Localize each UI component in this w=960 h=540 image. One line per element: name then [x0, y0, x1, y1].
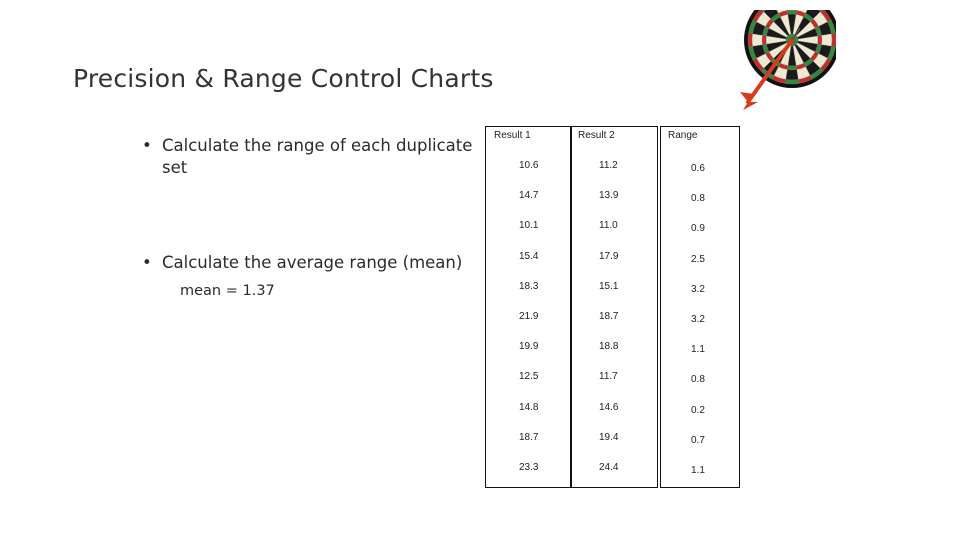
table-cell-result-1: 10.6 — [519, 160, 539, 171]
table-cell-range: 1.1 — [691, 344, 705, 356]
table-cell-result-1: 10.1 — [519, 220, 539, 232]
table-cell-range: 1.1 — [691, 465, 705, 476]
table-cell-result-1: 23.3 — [519, 462, 539, 473]
header-result-1: Result 1 — [494, 130, 531, 141]
table-cell-result-1: 18.7 — [519, 431, 539, 443]
table-cell-result-1: 19.9 — [519, 341, 539, 353]
bullet-item — [142, 252, 482, 274]
table-cell-result-2: 17.9 — [599, 250, 619, 262]
table-cell-result-1: 21.9 — [519, 311, 539, 322]
table-cell-result-2: 11.7 — [599, 371, 618, 383]
table-cell-range: 2.5 — [691, 253, 705, 265]
table-cell-result-2: 15.1 — [599, 280, 619, 292]
table-cell-result-2: 13.9 — [599, 190, 619, 202]
results-table — [485, 126, 658, 488]
bullet-dot: • — [142, 253, 152, 272]
bullet-text: Calculate the average range (mean) — [162, 253, 463, 272]
header-range: Range — [668, 130, 698, 141]
table-cell-range: 0.7 — [691, 434, 705, 446]
header-result-2: Result 2 — [578, 130, 615, 141]
page-title: Precision & Range Control Charts — [73, 64, 494, 93]
bullet-dot: • — [142, 136, 152, 155]
table-cell-result-2: 14.6 — [599, 401, 619, 413]
table-cell-result-2: 19.4 — [599, 431, 619, 443]
table-cell-range: 0.6 — [691, 163, 705, 174]
table-cell-result-2: 24.4 — [599, 462, 619, 473]
dartboard-icon — [740, 10, 836, 110]
table-cell-result-1: 12.5 — [519, 371, 539, 383]
mean-value: mean = 1.37 — [180, 283, 275, 299]
table-cell-result-1: 14.7 — [519, 190, 539, 202]
range-table — [660, 126, 740, 488]
column-divider — [570, 127, 572, 487]
table-cell-range: 0.8 — [691, 193, 705, 205]
table-cell-range: 0.8 — [691, 374, 705, 386]
bullet-item — [142, 135, 482, 179]
table-cell-range: 0.2 — [691, 404, 705, 416]
table-cell-result-1: 14.8 — [519, 401, 539, 413]
table-cell-result-2: 18.8 — [599, 341, 619, 353]
table-cell-result-2: 11.0 — [599, 220, 618, 232]
table-cell-range: 0.9 — [691, 223, 705, 235]
table-cell-result-2: 18.7 — [599, 311, 619, 322]
table-cell-result-2: 11.2 — [599, 160, 618, 171]
table-cell-range: 3.2 — [691, 283, 705, 295]
table-cell-range: 3.2 — [691, 314, 705, 325]
table-cell-result-1: 18.3 — [519, 280, 539, 292]
bullet-text: Calculate the range of each duplicate set — [162, 136, 473, 177]
table-cell-result-1: 15.4 — [519, 250, 539, 262]
